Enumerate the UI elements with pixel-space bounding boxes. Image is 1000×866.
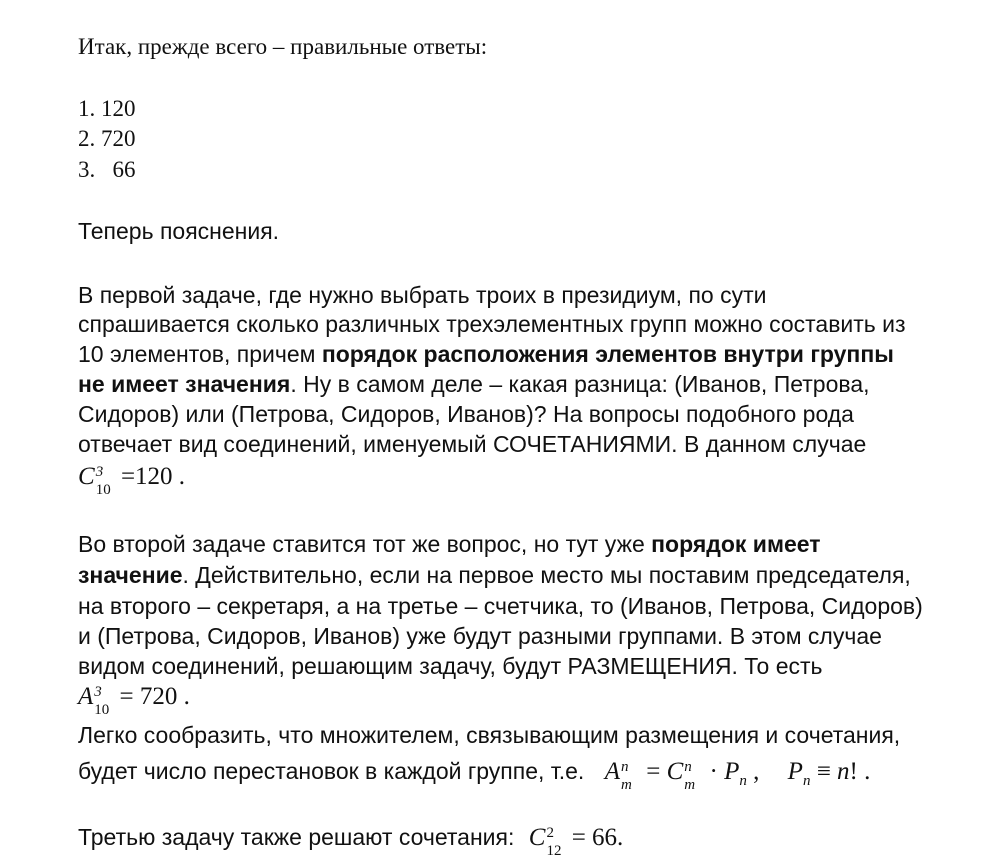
- p2-line-5: видом соединений, решающим задачу, будут РАЗМЕЩЕНИЯ. То есть: [78, 653, 823, 679]
- p1-line-6: отвечает вид соединений, именуемый СОЧЕТАНИЯМИ. В данном случае: [78, 431, 867, 457]
- p3-f2-eq: ≡: [810, 758, 838, 785]
- p3-f1-dot: ·: [703, 758, 725, 785]
- p3-f1-A-sup: n: [621, 759, 629, 776]
- p1-formula: [78, 462, 186, 499]
- p4-formula: [528, 824, 624, 860]
- p3-line-1: Легко сообразить, что множителем, связывающим размещения и сочетания,: [78, 722, 901, 748]
- p2-line-2-text: . Действительно, если на первое место мы поставим председателя,: [182, 562, 911, 588]
- answer-2: 2. 720: [78, 126, 136, 151]
- p3-f1-C: C: [666, 758, 684, 785]
- p3-formula-2: [787, 758, 871, 789]
- p3-f1-comma: ,: [746, 758, 760, 785]
- p1-line-4-bold: не имеет значения: [78, 371, 291, 397]
- p3-f1-eq: =: [640, 758, 667, 785]
- p2-formula-symbol: A: [78, 683, 94, 710]
- p1-formula-rest: =120 .: [114, 463, 186, 490]
- p2-line-1-text: Во второй задаче ставится тот же вопрос, но тут уже: [78, 531, 652, 557]
- p4-text: Третью задачу также решают сочетания:: [78, 824, 515, 850]
- p3-line-2-text: будет число перестановок в каждой группе, т.е.: [78, 758, 585, 784]
- p1-line-4: [78, 369, 870, 399]
- p1-line-3-text: 10 элементов, причем: [78, 341, 322, 367]
- p3-formula-1: [604, 758, 766, 794]
- p1-line-3-bold: порядок расположения элементов внутри группы: [321, 341, 894, 367]
- p3-line-2: [78, 756, 871, 794]
- p4-formula-sup: 2: [546, 825, 554, 842]
- p1-line-5: Сидоров) или (Петрова, Сидоров, Иванов)? На вопросы подобного рода: [78, 401, 854, 427]
- p1-line-4-text: . Ну в самом деле – какая разница: (Иванов, Петрова,: [290, 371, 870, 397]
- p3-f1-C-sub: m: [684, 777, 696, 794]
- p4-formula-rest: = 66.: [565, 824, 624, 851]
- p3-f2-rest: ! .: [849, 758, 871, 785]
- p3-f1-P: P: [724, 758, 740, 785]
- p2-line-1-bold: порядок имеет: [651, 531, 821, 557]
- p2-formula-sub: 10: [94, 702, 110, 719]
- p2-line-4: и (Петрова, Сидоров, Иванов) уже будут разными группами. В этом случае: [78, 623, 882, 649]
- p3-f2-n: n: [837, 758, 850, 785]
- p2-formula: [78, 682, 190, 719]
- p1-line-3: [78, 339, 894, 369]
- p1-formula-sub: 10: [95, 482, 111, 499]
- p2-line-3: на второго – секретаря, а на третье – счетчика, то (Иванов, Петрова, Сидоров): [78, 593, 923, 619]
- p4-formula-symbol: C: [528, 824, 546, 851]
- p1-formula-symbol: C: [78, 463, 95, 490]
- p4-line-1: [78, 822, 624, 860]
- answer-3: 3. 66: [78, 157, 136, 182]
- p3-f1-C-sup: n: [684, 759, 692, 776]
- p1-formula-sup: 3: [95, 464, 104, 481]
- p3-f1-A-sub: m: [621, 777, 632, 794]
- p2-line-2: [78, 560, 911, 590]
- p2-formula-sup: 3: [94, 684, 102, 701]
- p2-line-1: [78, 529, 821, 559]
- p4-formula-sub: 12: [546, 843, 562, 860]
- p3-f2-P: P: [787, 758, 803, 785]
- intro-text: Итак, прежде всего – правильные ответы:: [78, 34, 488, 59]
- p1-line-2: спрашивается сколько различных трехэлементных групп можно составить из: [78, 311, 906, 337]
- p2-line-2-bold: значение: [78, 562, 183, 588]
- p2-formula-rest: = 720 .: [113, 683, 190, 710]
- p3-f1-A: A: [604, 758, 620, 785]
- p1-line-1: В первой задаче, где нужно выбрать троих в президиум, по сути: [78, 282, 767, 308]
- answer-1: 1. 120: [78, 96, 136, 121]
- p3-f2-P-sub: n: [802, 773, 811, 789]
- p3-f1-P-sub: n: [739, 773, 747, 789]
- explain-title: Теперь пояснения.: [78, 218, 280, 244]
